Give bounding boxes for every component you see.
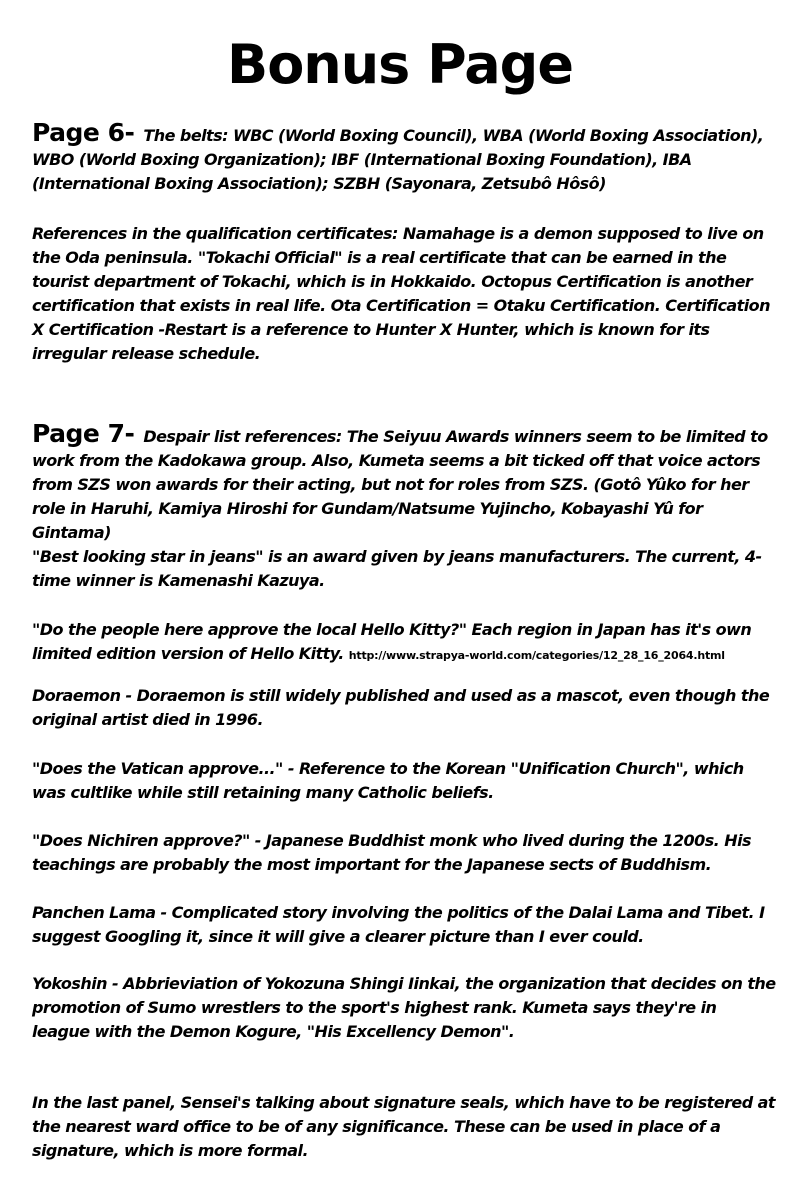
page-title: Bonus Page bbox=[227, 33, 573, 96]
page6-belts-note bbox=[32, 118, 777, 196]
hello-kitty-url: http://www.strapya-world.com/categories/12_28_16_2064.html bbox=[348, 649, 725, 662]
page6-belts-text: The belts: WBC (World Boxing Council), WBA (World Boxing Association), WBO (World Boxing Organization); IBF (International Boxing Foundation), IBA (International Boxing Association); SZBH (Sayonara, Zetsubô Hôsô) bbox=[32, 126, 764, 193]
page7-jeans-note: "Best looking star in jeans" is an award given by jeans manufacturers. The current, 4-time winner is Kamenashi Kazuya. bbox=[32, 547, 762, 590]
page6-certificates-note: References in the qualification certificates: Namahage is a demon supposed to live on the Oda peninsula. "Tokachi Official" is a real certificate that can be earned in the tourist department of Tokachi, which is in Hokkaido. Octopus Certification is another certification that exists in real life. Ota Certification = Otaku Certification. Certification X Certification -Restart is a reference to Hunter X Hunter, which is known for its irregular release schedule. bbox=[32, 224, 770, 363]
page7-hello-kitty-note bbox=[32, 618, 777, 668]
hello-kitty-text: "Do the people here approve the local Hello Kitty?" Each region in Japan has it's own limited edition version of Hello Kitty. bbox=[32, 620, 752, 663]
page7-last-panel-note: In the last panel, Sensei's talking about signature seals, which have to be registered at the nearest ward office to be of any significance. These can be used in place of a signature, which is more formal. bbox=[32, 1093, 775, 1160]
page7-despair-note bbox=[32, 419, 777, 545]
page7-nichiren-note: "Does Nichiren approve?" - Japanese Buddhist monk who lived during the 1200s. His teachings are probably the most important for the Japanese sects of Buddhism. bbox=[32, 831, 751, 874]
page7-vatican-note: "Does the Vatican approve..." - Reference to the Korean "Unification Church", which was cultlike while still retaining many Catholic beliefs. bbox=[32, 759, 744, 802]
page7-despair-text: Despair list references: The Seiyuu Awards winners seem to be limited to work from the Kadokawa group. Also, Kumeta seems a bit ticked off that voice actors from SZS won awards for their acting, but not for roles from SZS. (Gotô Yûko for her role in Haruhi, Kamiya Hiroshi for Gundam/Natsume Yujincho, Kobayashi Yû for Gintama) bbox=[32, 427, 768, 542]
page6-heading: Page 6- bbox=[32, 118, 135, 147]
page7-heading: Page 7- bbox=[32, 419, 135, 448]
page7-doraemon-note: Doraemon - Doraemon is still widely published and used as a mascot, even though the original artist died in 1996. bbox=[32, 686, 770, 729]
page7-panchen-note: Panchen Lama - Complicated story involving the politics of the Dalai Lama and Tibet. I suggest Googling it, since it will give a clearer picture than I ever could. bbox=[32, 903, 765, 946]
page7-yokoshin-note: Yokoshin - Abbrieviation of Yokozuna Shingi Iinkai, the organization that decides on the promotion of Sumo wrestlers to the sport's highest rank. Kumeta says they're in league with the Demon Kogure, "His Excellency Demon". bbox=[32, 974, 776, 1041]
